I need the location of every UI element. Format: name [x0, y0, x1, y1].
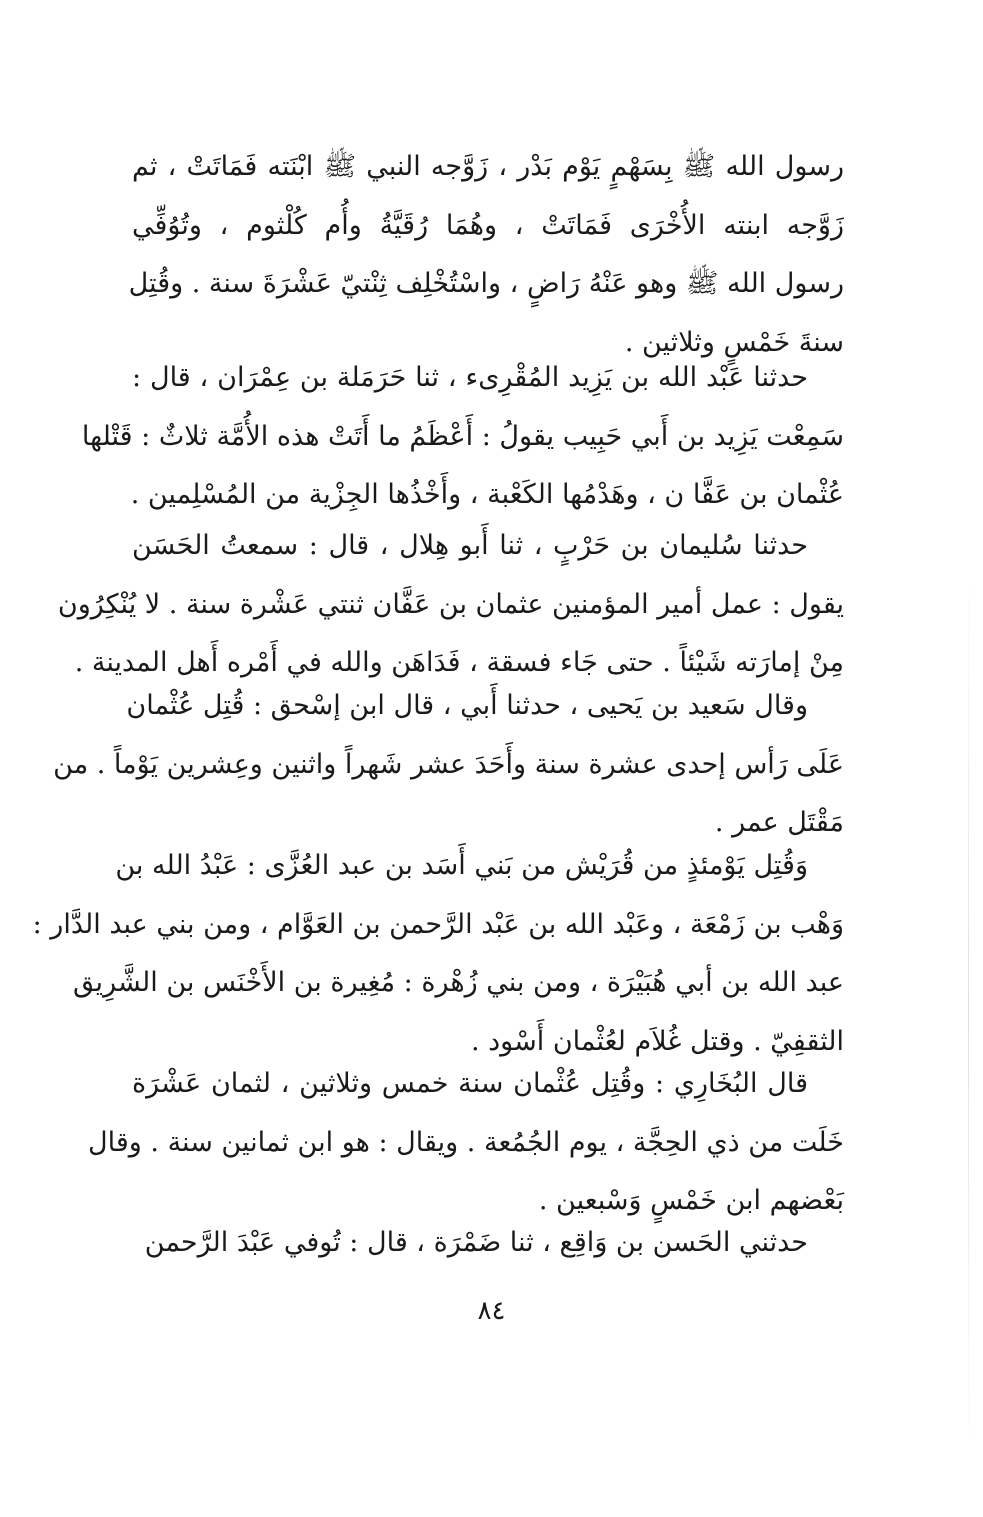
text-line: حدثنا عَبْد الله بن يَزِيد المُقْرِىء ، ثنا حَرَمَلة بن عِمْرَان ، قال :: [132, 362, 808, 393]
text-line: رسول الله ﷺ بِسَهْمٍ يَوْم بَدْر ، زَوَّجه النبي ﷺ ابْنَته فَمَاتَتْ ، ثم: [132, 151, 844, 182]
text-line: بَعْضهم ابن خَمْسٍ وَسْبعين .: [538, 1185, 844, 1216]
text-line: رسول الله ﷺ وهو عَنْهُ رَاضٍ ، واسْتُخْلِف ثِنْتيّ عَشْرَةَ سنة . وقُتِل: [128, 268, 844, 299]
paragraph-5: [32, 837, 844, 1071]
text-line: الثقفِيّ . وقتل غُلاَم لعُثْمان أَسْود .: [470, 1025, 844, 1057]
text-line: يقول : عمل أمير المؤمنين عثمان بن عَفَّان ثنتي عَشْرة سنة . لا يُنْكِرُون: [57, 588, 844, 620]
text-line: سنةَ خَمْسٍ وثلاثين .: [624, 326, 844, 358]
text-line: قال البُخَارِي : وقُتِل عُثْمان سنة خمس وثلاثين ، لثمان عَشْرَة: [132, 1068, 808, 1099]
page-number: ٨٤: [477, 1296, 506, 1326]
paragraph-6: [88, 1055, 844, 1231]
text-line: مَقْتَل عمر .: [714, 807, 844, 838]
text-line: عبد الله بن أبي هُبَيْرَة ، ومن بني زُهْرة : مُغِيرة بن الأَخْنَس بن الشَّرِيق: [73, 967, 844, 998]
text-line: وَقُتِل يَوْمئذٍ من قُرَيْش من بَني أَسَد بن عبد العُزَّى : عَبْدُ الله بن: [115, 850, 808, 881]
text-line: سَمِعْت يَزِيد بن أَبي حَبِيب يقولُ : أَعْظَمُ ما أَتَتْ هذه الأُمَّة ثلاثٌ : قَتْلها: [81, 420, 844, 452]
text-line: وَهْب بن زَمْعَة ، وعَبْد الله بن عَبْد الرَّحمن بن العَوَّام ، ومن بني عبد الدَّار :: [32, 908, 844, 940]
text-line: حدثني الحَسن بن وَاقِع ، ثنا ضَمْرَة ، قال : تُوفي عَبْدَ الرَّحمن: [144, 1227, 808, 1258]
paragraph-2: [81, 349, 844, 525]
text-line: عُثْمان بن عَفَّا ن ، وهَدْمُها الكَعْبة ، وأَخْذُها الجِزْية من المُسْلِمين .: [130, 479, 844, 510]
text-line: عَلَى رَأس إحدى عشرة سنة وأَحَدَ عشر شَهراً واثنين وعِشرين يَوْماً . من: [53, 748, 844, 780]
paragraph-1: [128, 138, 844, 372]
scan-edge-divider: [968, 560, 969, 1460]
text-line: وقال سَعيد بن يَحيى ، حدثنا أَبي ، قال ابن إسْحق : قُتِل عُثْمان: [126, 690, 808, 721]
paragraph-4: [53, 677, 844, 853]
paragraph-7: [132, 1214, 844, 1273]
paragraph-3: [57, 517, 844, 693]
text-line: زَوَّجه ابنته الأُخْرَى فَمَاتَتْ ، وهُمَا رُقَيَّةُ وأُم كُلْثوم ، وتُوُفِّي: [132, 209, 844, 241]
text-line: حدثنا سُليمان بن حَرْبٍ ، ثنا أَبو هِلال ، قال : سمعتُ الحَسَن: [132, 530, 808, 561]
text-line: خَلَت من ذي الحِجَّة ، يوم الجُمُعة . ويقال : هو ابن ثمانين سنة . وقال: [88, 1126, 844, 1158]
text-line: مِنْ إمارَته شَيْئاً . حتى جَاء فسقة ، فَدَاهَن والله في أَمْره أَهل المدينة .: [74, 647, 844, 678]
